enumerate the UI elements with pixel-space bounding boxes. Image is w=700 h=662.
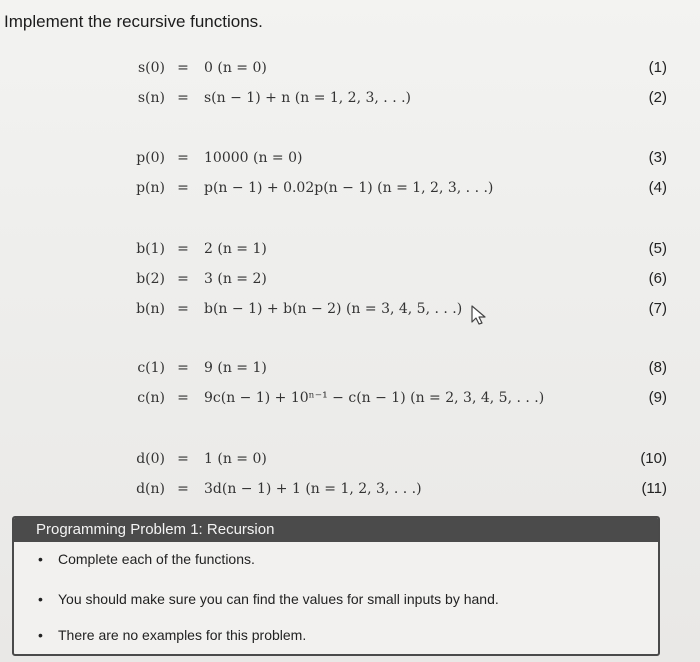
equation-number: (2)	[648, 89, 667, 106]
bullet-text: There are no examples for this problem.	[58, 627, 307, 643]
equals-sign: =	[177, 360, 189, 376]
equation-lhs: c(1)	[137, 360, 165, 376]
equation-number: (10)	[640, 450, 667, 467]
equation-row	[0, 446, 700, 472]
equation-row	[0, 236, 700, 262]
equation-lhs: b(2)	[136, 271, 165, 287]
equation-row	[0, 266, 700, 292]
programming-problem-box	[12, 516, 660, 656]
equals-sign: =	[177, 241, 189, 257]
intro-text: Implement the recursive functions.	[4, 12, 263, 31]
equation-number: (8)	[648, 359, 667, 376]
equals-sign: =	[177, 390, 189, 406]
equals-sign: =	[177, 481, 189, 497]
equation-rhs: 10000 (n = 0)	[204, 150, 303, 166]
equation-number: (6)	[648, 270, 667, 287]
equation-row	[0, 476, 700, 502]
equation-lhs: b(1)	[136, 241, 165, 257]
bullet-text: You should make sure you can find the values for small inputs by hand.	[58, 591, 499, 607]
equals-sign: =	[177, 150, 189, 166]
equation-row	[0, 296, 700, 322]
problem-title: Programming Problem 1: Recursion	[14, 518, 658, 542]
list-item	[38, 627, 307, 643]
equation-lhs: p(n)	[136, 180, 165, 196]
equation-row	[0, 145, 700, 171]
equation-lhs: s(0)	[137, 60, 165, 76]
equation-rhs: 9 (n = 1)	[204, 360, 267, 376]
mouse-cursor-icon	[470, 304, 488, 326]
bullet-icon: •	[38, 551, 43, 567]
equation-row	[0, 385, 700, 411]
equation-lhs: b(n)	[136, 301, 165, 317]
equals-sign: =	[177, 90, 189, 106]
equation-row	[0, 175, 700, 201]
equation-lhs: d(0)	[136, 451, 165, 467]
equals-sign: =	[177, 301, 189, 317]
equation-number: (5)	[648, 240, 667, 257]
equation-lhs: d(n)	[136, 481, 165, 497]
equals-sign: =	[177, 451, 189, 467]
equation-row	[0, 55, 700, 81]
equation-number: (9)	[648, 389, 667, 406]
list-item	[38, 591, 499, 607]
bullet-icon: •	[38, 591, 43, 607]
equation-rhs: 2 (n = 1)	[204, 241, 267, 257]
equation-lhs: p(0)	[136, 150, 165, 166]
list-item	[38, 551, 255, 567]
equation-rhs: 3d(n − 1) + 1 (n = 1, 2, 3, . . .)	[204, 481, 422, 497]
equation-number: (3)	[648, 149, 667, 166]
equation-rhs: 0 (n = 0)	[204, 60, 267, 76]
equation-number: (1)	[648, 59, 667, 76]
equation-rhs: p(n − 1) + 0.02p(n − 1) (n = 1, 2, 3, . . .)	[204, 180, 494, 196]
equation-lhs: c(n)	[137, 390, 165, 406]
bullet-icon: •	[38, 627, 43, 643]
equation-rhs: s(n − 1) + n (n = 1, 2, 3, . . .)	[204, 90, 412, 106]
equation-lhs: s(n)	[137, 90, 165, 106]
equation-rhs: 3 (n = 2)	[204, 271, 267, 287]
equals-sign: =	[177, 60, 189, 76]
equation-number: (4)	[648, 179, 667, 196]
bullet-text: Complete each of the functions.	[58, 551, 255, 567]
equals-sign: =	[177, 271, 189, 287]
equation-number: (11)	[641, 480, 667, 497]
equation-number: (7)	[648, 300, 667, 317]
equation-row	[0, 355, 700, 381]
equation-rhs: b(n − 1) + b(n − 2) (n = 3, 4, 5, . . .)	[204, 301, 463, 317]
equation-row	[0, 85, 700, 111]
equation-rhs: 9c(n − 1) + 10ⁿ⁻¹ − c(n − 1) (n = 2, 3, 4, 5, . . .)	[204, 390, 545, 406]
equation-rhs: 1 (n = 0)	[204, 451, 267, 467]
equals-sign: =	[177, 180, 189, 196]
